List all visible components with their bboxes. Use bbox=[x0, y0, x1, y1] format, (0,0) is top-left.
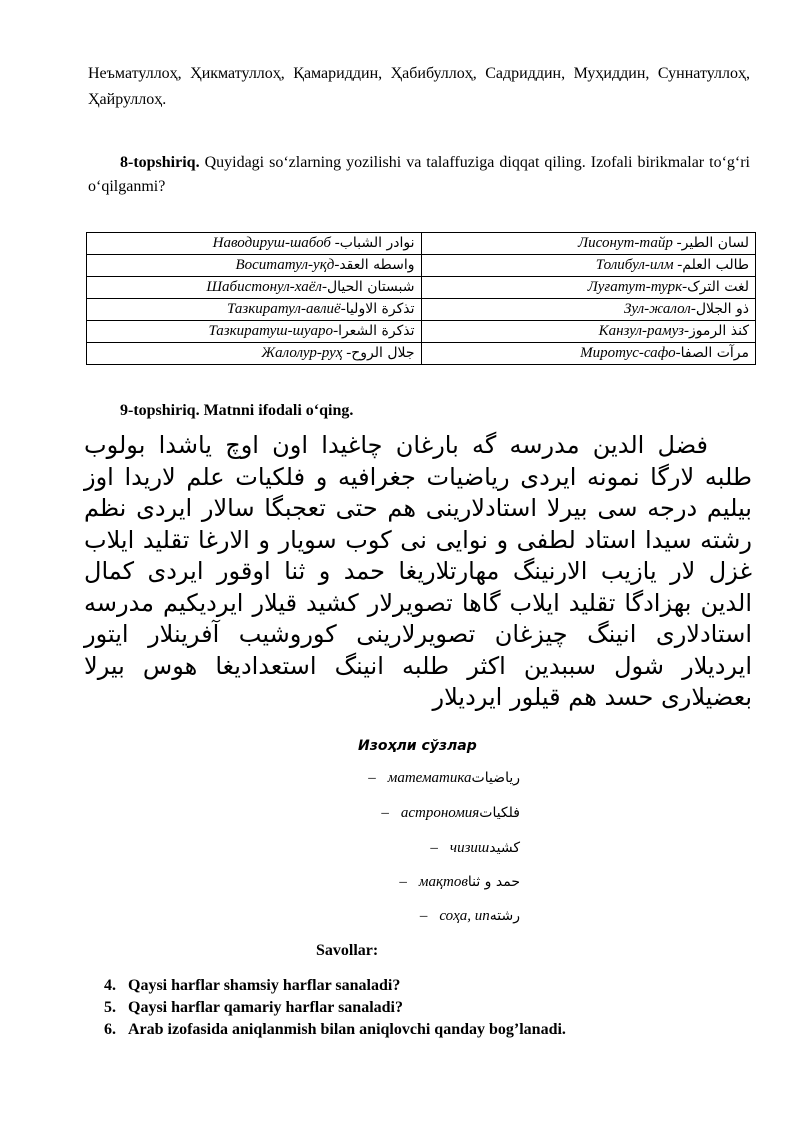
list-item bbox=[104, 997, 566, 1019]
separator: - bbox=[682, 279, 688, 295]
glossary-arabic: رياضيات bbox=[471, 770, 520, 786]
separator: - bbox=[675, 345, 681, 361]
dash: – bbox=[368, 770, 376, 786]
question-text: Qaysi harflar shamsiy harflar sanaladi? bbox=[128, 977, 401, 994]
question-text: Arab izofasida aniqlanmish bilan aniqlovchi qanday bog’lanadi. bbox=[128, 1021, 566, 1038]
table-cell-right bbox=[421, 255, 756, 277]
table-cell-left bbox=[87, 321, 422, 343]
cyrillic-term: Тазкиратуш-шуаро bbox=[208, 323, 334, 339]
task-8-instruction: Quyidagi so‘zlarning yozilishi va talaffuziga diqqat qiling. Izofali birikmalar to‘g‘ri o‘qilganmi? bbox=[88, 154, 750, 195]
table-cell-right bbox=[421, 233, 756, 255]
table-row bbox=[87, 255, 756, 277]
separator: - bbox=[690, 301, 696, 317]
cyrillic-term: Воситатул-уқд bbox=[235, 257, 335, 273]
separator: - bbox=[334, 257, 340, 273]
glossary-arabic: فلكيات bbox=[479, 805, 520, 821]
glossary-term: математика bbox=[387, 770, 472, 786]
cyrillic-term: Тазкиратул-авлиё bbox=[227, 301, 341, 317]
list-item bbox=[104, 975, 566, 997]
arabic-body: الدين مدرسه گه بارغان چاغیدا اون اوچ یاشدا بولوب طلبه لارگا نمونه ایردی ریاضیات جغرافیه و فلکیات علم لاریدا اوز بیلیم درجه سی بیرلا استادلارینی هم حتی تعجبگا سالار ایردی نظم رشته سیدا استاد لطفی و نوایی نی کوب سویار و الارغا تقلید ایلاب غزل لار یازیب الارنینگ مهارتلاریغا حمد و ثنا اوقور ایردی کمال الدین بهزادگا تقلید ایلاب گاها تصویرلار کشید قیلار ایردیکیم مدرسه استادلاری انینگ چیزغان تصویرلارینی کوروشیب آفرینلار ایتور ایردیلار شول سببدین اکثر طلبه انینگ استعدادیغا هوس بیرلا بعضیلاری حسد هم قیلور ایردیلار bbox=[84, 431, 752, 711]
dash: – bbox=[399, 874, 407, 890]
table-cell-right bbox=[421, 299, 756, 321]
names-paragraph: Неъматуллоҳ, Ҳикматуллоҳ, Қамариддин, Ҳабибуллоҳ, Садриддин, Муҳиддин, Суннатуллоҳ, Ҳайруллоҳ. bbox=[88, 65, 750, 108]
separator: - bbox=[683, 323, 689, 339]
question-text: Qaysi harflar qamariy harflar sanaladi? bbox=[128, 999, 403, 1016]
separator: - bbox=[321, 279, 327, 295]
table-cell-left bbox=[87, 299, 422, 321]
cyrillic-term: Луғатут-турк bbox=[587, 279, 683, 295]
arabic-term: تذكرة الاوليا bbox=[345, 301, 415, 317]
list-item bbox=[104, 1019, 566, 1041]
cyrillic-term: Шабистонул-хаёл bbox=[206, 279, 322, 295]
arabic-term: طالب العلم bbox=[682, 257, 749, 273]
arabic-term: مرآت الصفا bbox=[680, 345, 749, 361]
arabic-term: لسان الطير bbox=[681, 235, 749, 251]
cyrillic-term: Зул-жалол bbox=[623, 301, 691, 317]
glossary-item bbox=[368, 770, 520, 787]
task-8-paragraph bbox=[88, 151, 750, 199]
glossary-item bbox=[399, 874, 520, 891]
dash: – bbox=[381, 805, 389, 821]
separator: - bbox=[333, 323, 339, 339]
arabic-term: ذو الجلال bbox=[695, 301, 749, 317]
izofa-table bbox=[86, 232, 756, 365]
separator: - bbox=[673, 257, 683, 273]
glossary-term: чизиш bbox=[449, 840, 490, 856]
table-row bbox=[87, 277, 756, 299]
table-row bbox=[87, 299, 756, 321]
cyrillic-term: Наводируш-шабоб bbox=[212, 235, 331, 251]
arabic-term: جلال الروح bbox=[351, 345, 415, 361]
glossary-item bbox=[430, 840, 520, 857]
question-number: 6. bbox=[104, 1021, 116, 1038]
arabic-term: لغت الترک bbox=[687, 279, 749, 295]
glossary-title: Изоҳли сўзлар bbox=[358, 738, 477, 754]
arabic-term: كنذ الرموز bbox=[688, 323, 749, 339]
glossary-term: мақтов bbox=[418, 874, 468, 890]
question-number: 4. bbox=[104, 977, 116, 994]
glossary-item bbox=[420, 908, 520, 925]
task-8-label: 8-topshiriq. bbox=[120, 154, 200, 171]
glossary-term: астрономия bbox=[400, 805, 480, 821]
table-row bbox=[87, 343, 756, 365]
task-9-heading: 9-topshiriq. Matnni ifodali o‘qing. bbox=[120, 402, 354, 419]
arabic-term: شبستان الحيال bbox=[326, 279, 415, 295]
table-cell-left bbox=[87, 255, 422, 277]
table-row bbox=[87, 233, 756, 255]
arabic-first-word: فضل bbox=[657, 431, 708, 459]
table-cell-right bbox=[421, 277, 756, 299]
table-cell-right bbox=[421, 343, 756, 365]
questions-title: Savollar: bbox=[316, 942, 379, 959]
separator: - bbox=[330, 235, 340, 251]
cyrillic-term: Канзул-рамуз bbox=[598, 323, 684, 339]
dash: – bbox=[419, 908, 428, 924]
table-row bbox=[87, 321, 756, 343]
glossary-term: соҳа, ип bbox=[439, 908, 490, 924]
glossary-arabic: كشيد bbox=[489, 840, 520, 856]
separator: - bbox=[672, 235, 682, 251]
arabic-term: نوادر الشباب bbox=[339, 235, 415, 251]
arabic-reading-text bbox=[84, 430, 752, 714]
arabic-term: واسطه العقد bbox=[339, 257, 415, 273]
question-number: 5. bbox=[104, 999, 116, 1016]
glossary-item bbox=[381, 805, 520, 822]
cyrillic-term: Жалолур-руҳ bbox=[261, 345, 343, 361]
table-cell-left bbox=[87, 233, 422, 255]
questions-list bbox=[104, 975, 566, 1041]
cyrillic-term: Миротус-сафо bbox=[580, 345, 676, 361]
table-cell-right bbox=[421, 321, 756, 343]
cyrillic-term: Толибул-илм bbox=[595, 257, 674, 273]
table-cell-left bbox=[87, 277, 422, 299]
table-cell-left bbox=[87, 343, 422, 365]
cyrillic-term: Лисонут-тайр bbox=[578, 235, 673, 251]
glossary-arabic: حمد و ثنا bbox=[467, 874, 520, 890]
arabic-term: تذكرة الشعرا bbox=[338, 323, 415, 339]
dash: – bbox=[430, 840, 438, 856]
glossary-arabic: رشته bbox=[489, 908, 520, 924]
separator: - bbox=[340, 301, 346, 317]
separator: - bbox=[342, 345, 352, 361]
